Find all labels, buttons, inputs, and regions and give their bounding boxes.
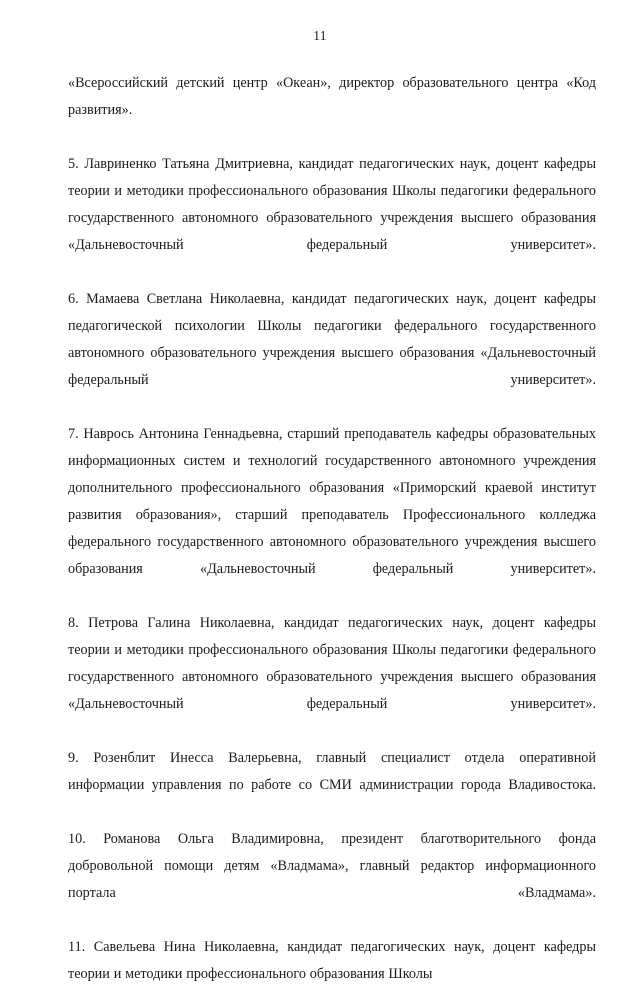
paragraph-item-9: 9. Розенблит Инесса Валерьевна, главный специалист отдела оперативной информации управления по работе со СМИ администрации города Владивостока. <box>68 750 596 793</box>
paragraph-item-11: 11. Савельева Нина Николаевна, кандидат педагогических наук, доцент кафедры теории и методики профессионального образования Школы <box>68 939 596 982</box>
paragraph-item-8: 8. Петрова Галина Николаевна, кандидат педагогических наук, доцент кафедры теории и методики профессионального образования Школы педагогики федерального государственного автономного образовательного учреждения высшего образования «Дальневосточный федеральный университет». <box>68 615 596 712</box>
paragraph-item-7: 7. Наврось Антонина Геннадьевна, старший преподаватель кафедры образовательных информационных систем и технологий государственного автономного учреждения дополнительного профессионального образования «Приморский краевой институт развития образования», старший преподаватель Профессионального колледжа федерального государственного автономного образовательного учреждения высшего образования «Дальневосточный федеральный университет». <box>68 426 596 577</box>
document-body <box>68 70 596 988</box>
paragraph-item-6: 6. Мамаева Светлана Николаевна, кандидат педагогических наук, доцент кафедры педагогической психологии Школы педагогики федерального государственного автономного образовательного учреждения высшего образования «Дальневосточный федеральный университет». <box>68 291 596 388</box>
paragraph-continuation: «Всероссийский детский центр «Океан», директор образовательного центра «Код развития». <box>68 75 596 118</box>
paragraph-item-5: 5. Лавриненко Татьяна Дмитриевна, кандидат педагогических наук, доцент кафедры теории и методики профессионального образования Школы педагогики федерального государственного автономного образовательного учреждения высшего образования «Дальневосточный федеральный университет». <box>68 156 596 253</box>
page-number: 11 <box>313 28 327 43</box>
paragraph-item-10: 10. Романова Ольга Владимировна, президент благотворительного фонда добровольной помощи детям «Владмама», главный редактор информационного портала «Владмама». <box>68 831 596 901</box>
